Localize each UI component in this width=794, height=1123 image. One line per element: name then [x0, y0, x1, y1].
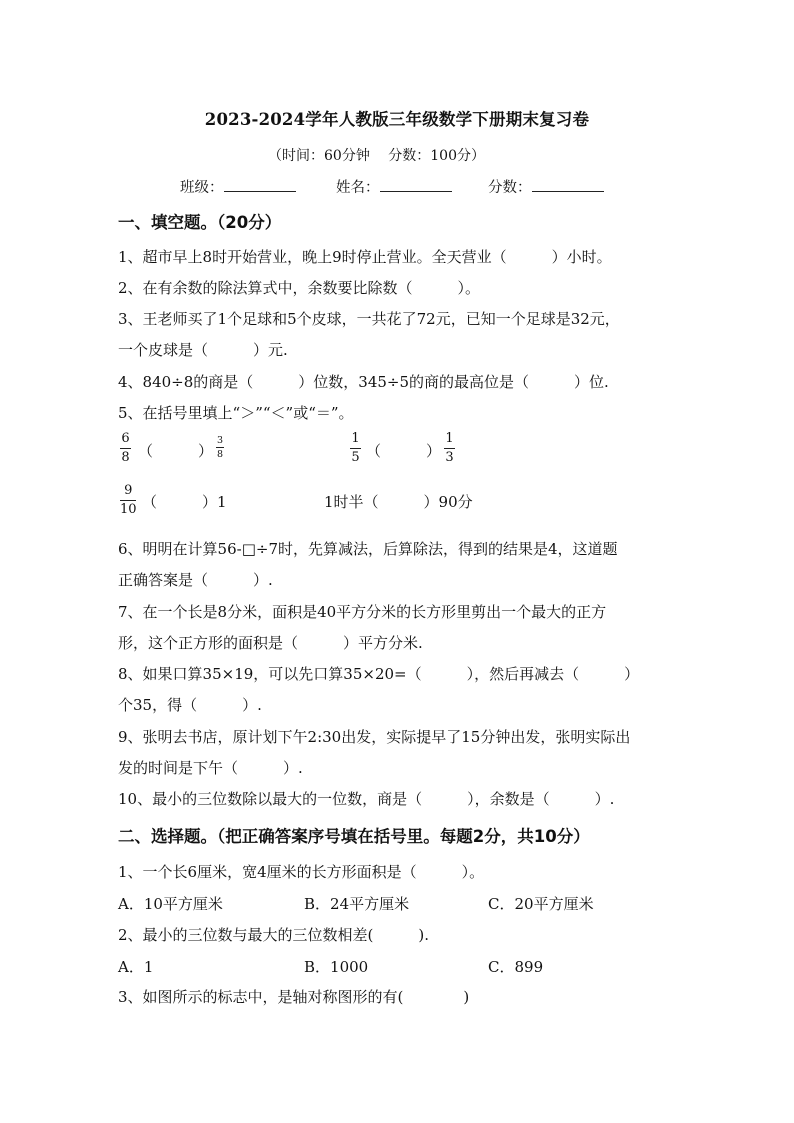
question-1-7-line1: 7、在一个长是8分米，面积是40平方分米的长方形里剪出一个最大的正方 — [118, 603, 607, 621]
class-blank[interactable] — [224, 177, 296, 192]
class-label: 班级： — [180, 180, 224, 196]
fraction-1-3: 1 3 — [445, 431, 454, 465]
compare-paren-b[interactable]: （ ） — [366, 442, 442, 460]
question-1-5: 5、在括号里填上“＞”“＜”或“＝”。 — [118, 404, 354, 422]
question-1-6-line2: 正确答案是（ ）. — [118, 571, 273, 589]
name-blank[interactable] — [380, 177, 452, 192]
score-blank[interactable] — [532, 177, 604, 192]
question-1-8-line2: 个35，得（ ）. — [118, 696, 262, 714]
question-1-8-line1: 8、如果口算35×19，可以先口算35×20=（ ），然后再减去（ ） — [118, 665, 640, 683]
question-1-3-line1: 3、王老师买了1个足球和5个皮球，一共花了72元，已知一个足球是32元， — [118, 310, 620, 328]
name-label: 姓名： — [336, 180, 380, 196]
score-label: 分数： — [488, 180, 532, 196]
compare-item-d[interactable]: 1时半（ ）90分 — [324, 493, 473, 511]
compare-paren-a[interactable]: （ ） — [138, 442, 214, 460]
question-1-1: 1、超市早上8时开始营业，晚上9时停止营业。全天营业（ ）小时。 — [118, 248, 612, 266]
question-1-10: 10、最小的三位数除以最大的一位数，商是（ ），余数是（ ）. — [118, 790, 615, 808]
option-2-1-b[interactable]: B．24平方厘米 — [304, 895, 410, 913]
question-1-2: 2、在有余数的除法算式中，余数要比除数（ ）。 — [118, 279, 481, 297]
class-field[interactable] — [180, 176, 296, 197]
question-1-3-line2: 一个皮球是（ ）元. — [118, 341, 288, 359]
question-1-9-line1: 9、张明去书店，原计划下午2:30出发，实际提早了15分钟出发，张明实际出 — [118, 728, 631, 746]
section-heading-choice: 二、选择题。（把正确答案序号填在括号里。每题2分，共10分） — [118, 827, 590, 846]
question-2-1: 1、一个长6厘米，宽4厘米的长方形面积是（ ）。 — [118, 863, 485, 881]
section-heading-fill-blank: 一、填空题。（20分） — [118, 213, 282, 232]
question-1-7-line2: 形，这个正方形的面积是（ ）平方分米. — [118, 634, 423, 652]
fraction-1-5: 1 5 — [351, 431, 360, 465]
option-2-2-c[interactable]: C．899 — [488, 958, 544, 976]
option-2-2-b[interactable]: B．1000 — [304, 958, 369, 976]
question-1-6-line1: 6、明明在计算56-□÷7时，先算减法，后算除法，得到的结果是4，这道题 — [118, 540, 618, 558]
fraction-9-10: 9 10 — [120, 483, 137, 517]
option-2-1-a[interactable]: A．10平方厘米 — [118, 895, 223, 913]
question-2-2: 2、最小的三位数与最大的三位数相差( ). — [118, 926, 430, 944]
fraction-3-8: 3 8 — [216, 435, 224, 460]
option-2-2-a[interactable]: A．1 — [118, 958, 154, 976]
page-title: 2023-2024学年人教版三年级数学下册期末复习卷 — [204, 110, 590, 129]
score-field[interactable] — [488, 176, 604, 197]
fraction-6-8: 6 8 — [121, 431, 130, 465]
name-field[interactable] — [336, 176, 452, 197]
question-2-3: 3、如图所示的标志中，是轴对称图形的有( ) — [118, 988, 470, 1006]
question-1-4: 4、840÷8的商是（ ）位数，345÷5的商的最高位是（ ）位. — [118, 373, 609, 391]
option-2-1-c[interactable]: C．20平方厘米 — [488, 895, 594, 913]
question-1-9-line2: 发的时间是下午（ ）. — [118, 759, 303, 777]
compare-paren-c[interactable]: （ ）1 — [142, 493, 227, 511]
time-score-info: （时间：60分钟 分数：100分） — [268, 148, 485, 164]
